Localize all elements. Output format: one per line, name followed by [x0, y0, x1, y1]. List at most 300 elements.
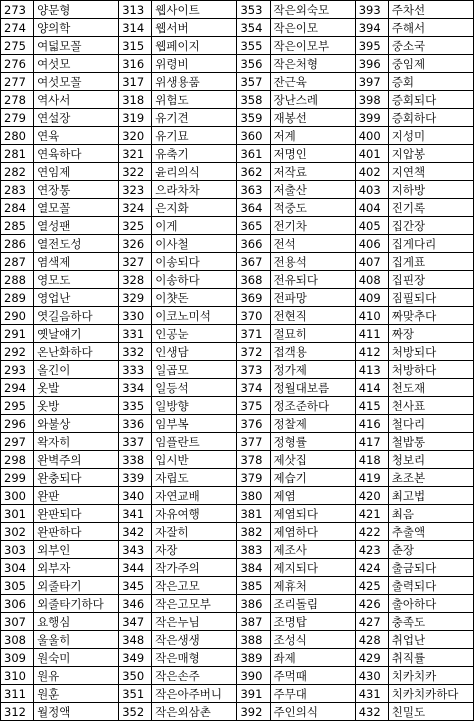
entry-word: 주먹때: [270, 667, 355, 685]
entry-word: 청보리: [388, 451, 473, 469]
entry-word: 이송되다: [152, 253, 237, 271]
entry-word: 외줄타기하다: [34, 595, 119, 613]
entry-number: 389: [237, 649, 270, 667]
table-row: [1, 73, 474, 91]
table-row: [1, 649, 474, 667]
entry-number: 357: [237, 73, 270, 91]
entry-word: 유기견: [152, 109, 237, 127]
entry-word: 처방하다: [388, 361, 473, 379]
entry-number: 369: [237, 289, 270, 307]
entry-number: 351: [119, 685, 152, 703]
entry-word: 완충되다: [34, 469, 119, 487]
entry-number: 365: [237, 217, 270, 235]
table-row: [1, 145, 474, 163]
entry-number: 303: [1, 541, 34, 559]
entry-number: 425: [355, 577, 388, 595]
entry-number: 309: [1, 649, 34, 667]
entry-number: 312: [1, 703, 34, 721]
entry-number: 296: [1, 415, 34, 433]
table-row: [1, 217, 474, 235]
entry-word: 역사서: [34, 91, 119, 109]
entry-number: 419: [355, 469, 388, 487]
entry-word: 여덟모꼴: [34, 37, 119, 55]
entry-number: 285: [1, 217, 34, 235]
table-row: [1, 1, 474, 19]
entry-number: 306: [1, 595, 34, 613]
entry-word: 집게다리: [388, 235, 473, 253]
entry-word: 천도재: [388, 379, 473, 397]
entry-number: 387: [237, 613, 270, 631]
entry-word: 주해서: [388, 19, 473, 37]
entry-word: 외부자: [34, 559, 119, 577]
entry-word: 지연책: [388, 163, 473, 181]
entry-word: 완판: [34, 487, 119, 505]
entry-word: 완판되다: [34, 505, 119, 523]
entry-word: 춘장: [388, 541, 473, 559]
entry-number: 332: [119, 343, 152, 361]
entry-word: 위험도: [152, 91, 237, 109]
entry-number: 325: [119, 217, 152, 235]
entry-word: 원유: [34, 667, 119, 685]
entry-number: 283: [1, 181, 34, 199]
table-row: [1, 433, 474, 451]
entry-number: 415: [355, 397, 388, 415]
entry-word: 원훈: [34, 685, 119, 703]
entry-word: 작은이모: [270, 19, 355, 37]
entry-number: 324: [119, 199, 152, 217]
entry-number: 302: [1, 523, 34, 541]
entry-number: 287: [1, 253, 34, 271]
entry-number: 427: [355, 613, 388, 631]
entry-number: 407: [355, 253, 388, 271]
entry-number: 326: [119, 235, 152, 253]
table-row: [1, 361, 474, 379]
entry-number: 327: [119, 253, 152, 271]
entry-word: 일등석: [152, 379, 237, 397]
table-row: [1, 703, 474, 721]
entry-number: 405: [355, 217, 388, 235]
entry-word: 인공눈: [152, 325, 237, 343]
entry-word: 철다리: [388, 415, 473, 433]
entry-word: 좌제: [270, 649, 355, 667]
entry-number: 364: [237, 199, 270, 217]
entry-number: 383: [237, 541, 270, 559]
entry-word: 집핀장: [388, 271, 473, 289]
entry-number: 404: [355, 199, 388, 217]
table-row: [1, 253, 474, 271]
entry-number: 385: [237, 577, 270, 595]
entry-number: 298: [1, 451, 34, 469]
entry-word: 영업난: [34, 289, 119, 307]
entry-number: 386: [237, 595, 270, 613]
entry-word: 치카치카하다: [388, 685, 473, 703]
entry-word: 장난스레: [270, 91, 355, 109]
entry-word: 입시반: [152, 451, 237, 469]
table-row: [1, 127, 474, 145]
entry-word: 이게: [152, 217, 237, 235]
entry-word: 제염하다: [270, 523, 355, 541]
entry-word: 연설장: [34, 109, 119, 127]
entry-word: 전기차: [270, 217, 355, 235]
entry-number: 347: [119, 613, 152, 631]
entry-word: 왁자히: [34, 433, 119, 451]
entry-word: 전파망: [270, 289, 355, 307]
entry-number: 284: [1, 199, 34, 217]
entry-word: 제염되다: [270, 505, 355, 523]
table-row: [1, 397, 474, 415]
entry-word: 정찰제: [270, 415, 355, 433]
entry-number: 310: [1, 667, 34, 685]
entry-number: 384: [237, 559, 270, 577]
entry-word: 재봉선: [270, 109, 355, 127]
table-row: [1, 181, 474, 199]
entry-word: 웹서버: [152, 19, 237, 37]
entry-number: 320: [119, 127, 152, 145]
entry-word: 짐필되다: [388, 289, 473, 307]
entry-word: 조리돌림: [270, 595, 355, 613]
entry-word: 제삿집: [270, 451, 355, 469]
entry-number: 396: [355, 55, 388, 73]
entry-word: 자연교배: [152, 487, 237, 505]
entry-word: 짜장: [388, 325, 473, 343]
entry-word: 접객용: [270, 343, 355, 361]
entry-number: 291: [1, 325, 34, 343]
entry-number: 366: [237, 235, 270, 253]
entry-word: 여섯모: [34, 55, 119, 73]
entry-word: 연임제: [34, 163, 119, 181]
entry-word: 처방되다: [388, 343, 473, 361]
entry-word: 일곱모: [152, 361, 237, 379]
entry-word: 위령비: [152, 55, 237, 73]
entry-word: 취직률: [388, 649, 473, 667]
table-row: [1, 289, 474, 307]
entry-word: 임부복: [152, 415, 237, 433]
entry-word: 짜맞추다: [388, 307, 473, 325]
entry-number: 341: [119, 505, 152, 523]
entry-number: 314: [119, 19, 152, 37]
entry-word: 이코노미석: [152, 307, 237, 325]
table-row: [1, 19, 474, 37]
table-row: [1, 451, 474, 469]
entry-word: 작은고모부: [152, 595, 237, 613]
entry-number: 422: [355, 523, 388, 541]
entry-number: 333: [119, 361, 152, 379]
entry-word: 월정액: [34, 703, 119, 721]
entry-word: 지압봉: [388, 145, 473, 163]
entry-word: 외줄타기: [34, 577, 119, 595]
entry-word: 주차선: [388, 1, 473, 19]
table-row: [1, 631, 474, 649]
entry-number: 430: [355, 667, 388, 685]
entry-number: 311: [1, 685, 34, 703]
entry-number: 307: [1, 613, 34, 631]
entry-word: 친밀도: [388, 703, 473, 721]
entry-word: 양의학: [34, 19, 119, 37]
entry-number: 308: [1, 631, 34, 649]
entry-number: 279: [1, 109, 34, 127]
entry-number: 421: [355, 505, 388, 523]
entry-number: 318: [119, 91, 152, 109]
entry-number: 356: [237, 55, 270, 73]
entry-word: 정형률: [270, 433, 355, 451]
entry-number: 282: [1, 163, 34, 181]
entry-number: 391: [237, 685, 270, 703]
entry-word: 자립도: [152, 469, 237, 487]
entry-word: 집게표: [388, 253, 473, 271]
entry-word: 증회되다: [388, 91, 473, 109]
entry-number: 424: [355, 559, 388, 577]
entry-number: 294: [1, 379, 34, 397]
table-row: [1, 37, 474, 55]
entry-word: 치카치카: [388, 667, 473, 685]
entry-word: 양문형: [34, 1, 119, 19]
entry-word: 전석: [270, 235, 355, 253]
entry-word: 제조사: [270, 541, 355, 559]
entry-word: 적중도: [270, 199, 355, 217]
entry-word: 작은외삼촌: [152, 703, 237, 721]
entry-number: 313: [119, 1, 152, 19]
entry-word: 초조본: [388, 469, 473, 487]
entry-number: 355: [237, 37, 270, 55]
entry-number: 301: [1, 505, 34, 523]
entry-number: 409: [355, 289, 388, 307]
entry-word: 이송하다: [152, 271, 237, 289]
table-row: [1, 523, 474, 541]
entry-word: 연장통: [34, 181, 119, 199]
entry-word: 유기묘: [152, 127, 237, 145]
entry-number: 276: [1, 55, 34, 73]
entry-word: 증회하다: [388, 109, 473, 127]
entry-number: 375: [237, 397, 270, 415]
entry-word: 조성식: [270, 631, 355, 649]
entry-number: 335: [119, 397, 152, 415]
entry-number: 410: [355, 307, 388, 325]
entry-number: 406: [355, 235, 388, 253]
entry-number: 286: [1, 235, 34, 253]
entry-number: 300: [1, 487, 34, 505]
entry-word: 작은생생: [152, 631, 237, 649]
table-row: [1, 55, 474, 73]
entry-word: 올긴이: [34, 361, 119, 379]
entry-number: 305: [1, 577, 34, 595]
entry-word: 자유여행: [152, 505, 237, 523]
entry-number: 348: [119, 631, 152, 649]
entry-number: 418: [355, 451, 388, 469]
entry-number: 431: [355, 685, 388, 703]
entry-word: 작가주의: [152, 559, 237, 577]
entry-number: 315: [119, 37, 152, 55]
entry-word: 온난화하다: [34, 343, 119, 361]
table-row: [1, 577, 474, 595]
entry-number: 274: [1, 19, 34, 37]
entry-number: 381: [237, 505, 270, 523]
entry-word: 연육하다: [34, 145, 119, 163]
entry-word: 이챳돈: [152, 289, 237, 307]
entry-word: 와불상: [34, 415, 119, 433]
entry-number: 344: [119, 559, 152, 577]
entry-number: 278: [1, 91, 34, 109]
entry-word: 충족도: [388, 613, 473, 631]
entry-word: 저작료: [270, 163, 355, 181]
entry-word: 은지화: [152, 199, 237, 217]
entry-word: 주인의식: [270, 703, 355, 721]
entry-number: 322: [119, 163, 152, 181]
entry-number: 376: [237, 415, 270, 433]
entry-number: 379: [237, 469, 270, 487]
entry-word: 작은손주: [152, 667, 237, 685]
entry-number: 299: [1, 469, 34, 487]
entry-number: 297: [1, 433, 34, 451]
entry-number: 338: [119, 451, 152, 469]
entry-word: 인생담: [152, 343, 237, 361]
entry-word: 제지되다: [270, 559, 355, 577]
entry-number: 416: [355, 415, 388, 433]
entry-number: 390: [237, 667, 270, 685]
entry-word: 영모도: [34, 271, 119, 289]
entry-number: 411: [355, 325, 388, 343]
entry-word: 출력되다: [388, 577, 473, 595]
table-row: [1, 469, 474, 487]
entry-word: 집간장: [388, 217, 473, 235]
entry-word: 출아하다: [388, 595, 473, 613]
entry-word: 제휴처: [270, 577, 355, 595]
entry-word: 임플란트: [152, 433, 237, 451]
entry-number: 373: [237, 361, 270, 379]
entry-word: 울울히: [34, 631, 119, 649]
entry-number: 349: [119, 649, 152, 667]
entry-word: 지성미: [388, 127, 473, 145]
entry-number: 280: [1, 127, 34, 145]
entry-word: 지하방: [388, 181, 473, 199]
entry-word: 완벽주의: [34, 451, 119, 469]
entry-word: 완판하다: [34, 523, 119, 541]
table-row: [1, 667, 474, 685]
entry-word: 연육: [34, 127, 119, 145]
entry-number: 378: [237, 451, 270, 469]
table-row: [1, 109, 474, 127]
entry-word: 위생용품: [152, 73, 237, 91]
entry-word: 으라차차: [152, 181, 237, 199]
entry-number: 317: [119, 73, 152, 91]
table-row: [1, 163, 474, 181]
entry-word: 자잘히: [152, 523, 237, 541]
entry-number: 413: [355, 361, 388, 379]
entry-word: 외부인: [34, 541, 119, 559]
entry-number: 432: [355, 703, 388, 721]
entry-number: 361: [237, 145, 270, 163]
entry-word: 작은처형: [270, 55, 355, 73]
table-row: [1, 541, 474, 559]
entry-word: 열성팬: [34, 217, 119, 235]
entry-number: 374: [237, 379, 270, 397]
entry-number: 393: [355, 1, 388, 19]
entry-number: 277: [1, 73, 34, 91]
entry-number: 363: [237, 181, 270, 199]
entry-number: 367: [237, 253, 270, 271]
table-row: [1, 271, 474, 289]
table-row: [1, 505, 474, 523]
entry-word: 조명탑: [270, 613, 355, 631]
entry-number: 289: [1, 289, 34, 307]
entry-number: 358: [237, 91, 270, 109]
entry-number: 394: [355, 19, 388, 37]
entry-word: 옛날얘기: [34, 325, 119, 343]
table-row: [1, 685, 474, 703]
entry-word: 전용석: [270, 253, 355, 271]
table-row: [1, 199, 474, 217]
table-row: [1, 379, 474, 397]
entry-word: 주무대: [270, 685, 355, 703]
entry-word: 전현직: [270, 307, 355, 325]
entry-word: 웹페이지: [152, 37, 237, 55]
table-row: [1, 487, 474, 505]
entry-word: 원숙미: [34, 649, 119, 667]
entry-word: 최음: [388, 505, 473, 523]
entry-word: 작은매형: [152, 649, 237, 667]
table-row: [1, 325, 474, 343]
entry-number: 426: [355, 595, 388, 613]
entry-number: 412: [355, 343, 388, 361]
entry-number: 399: [355, 109, 388, 127]
entry-number: 304: [1, 559, 34, 577]
entry-number: 429: [355, 649, 388, 667]
entry-number: 377: [237, 433, 270, 451]
entry-word: 이사철: [152, 235, 237, 253]
table-row: [1, 91, 474, 109]
entry-word: 옷발: [34, 379, 119, 397]
entry-word: 제염: [270, 487, 355, 505]
entry-word: 요행심: [34, 613, 119, 631]
entry-word: 유축기: [152, 145, 237, 163]
entry-number: 331: [119, 325, 152, 343]
entry-number: 401: [355, 145, 388, 163]
entry-word: 열전도성: [34, 235, 119, 253]
entry-word: 윤리의식: [152, 163, 237, 181]
entry-number: 342: [119, 523, 152, 541]
entry-number: 360: [237, 127, 270, 145]
entry-number: 290: [1, 307, 34, 325]
entry-word: 추출액: [388, 523, 473, 541]
entry-number: 428: [355, 631, 388, 649]
entry-word: 증회: [388, 73, 473, 91]
entry-number: 323: [119, 181, 152, 199]
entry-word: 취업난: [388, 631, 473, 649]
entry-word: 작은아주버니: [152, 685, 237, 703]
entry-number: 371: [237, 325, 270, 343]
entry-number: 420: [355, 487, 388, 505]
entry-number: 352: [119, 703, 152, 721]
entry-number: 353: [237, 1, 270, 19]
table-row: [1, 307, 474, 325]
entry-number: 403: [355, 181, 388, 199]
entry-number: 397: [355, 73, 388, 91]
entry-number: 328: [119, 271, 152, 289]
entry-word: 중임제: [388, 55, 473, 73]
table-row: [1, 559, 474, 577]
entry-word: 염색제: [34, 253, 119, 271]
entry-word: 일방향: [152, 397, 237, 415]
entry-word: 제습기: [270, 469, 355, 487]
entry-number: 372: [237, 343, 270, 361]
entry-word: 잔근육: [270, 73, 355, 91]
entry-word: 저계: [270, 127, 355, 145]
entry-word: 정월대보름: [270, 379, 355, 397]
entry-number: 354: [237, 19, 270, 37]
word-list-body: [1, 1, 474, 721]
entry-word: 작은외숙모: [270, 1, 355, 19]
entry-word: 전유되다: [270, 271, 355, 289]
entry-number: 330: [119, 307, 152, 325]
